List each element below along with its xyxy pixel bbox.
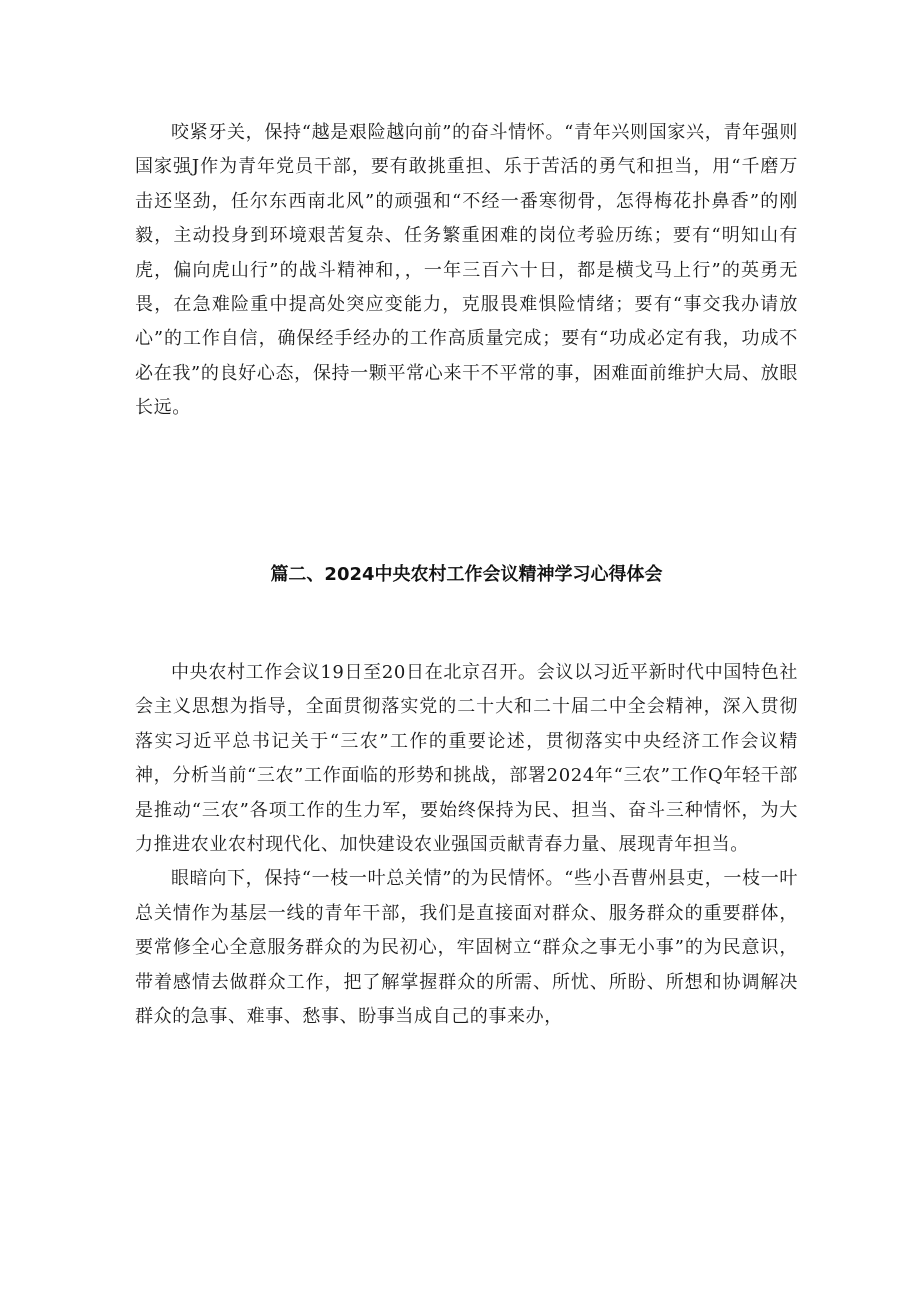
paragraph-people-sentiment: 眼暗向下，保持“一枝一叶总关情”的为民情怀。“些小吾曹州县吏，一枝一叶总关情作为基层一线的青年干部，我们是直接面对群众、服务群众的重要群体，要常修全心全意服务群众的为民初心，牢固树立“群众之事无小事”的为民意识，带着感情去做群众工作，把了解掌握群众的所需、所忧、所盼、所想和协调解决群众的急事、难事、愁事、盼事当成自己的事来办，	[135, 868, 798, 1028]
text-section-1	[135, 116, 798, 426]
text-section-2	[135, 656, 798, 1034]
section-heading: 篇二、2024中央农村工作会议精神学习心得体会	[270, 564, 663, 585]
paragraph-conference-intro: 中央农村工作会议19日至20日在北京召开。会议以习近平新时代中国特色社会主义思想为指导，全面贯彻落实党的二十大和二十届二中全会精神，深入贯彻落实习近平总书记关于“三农”工作的重要论述，贯彻落实中央经济工作会议精神，分析当前“三农”工作面临的形势和挑战，部署2024年“三农”工作Q年轻干部是推动“三农”各项工作的生力军，要始终保持为民、担当、奋斗三种情怀，为大力推进农业农村现代化、加快建设农业强国贡献青春力量、展现青年担当。	[135, 662, 798, 856]
paragraph-struggle-spirit: 咬紧牙关，保持“越是艰险越向前”的奋斗情怀。“青年兴则国家兴，青年强则国家强J作为青年党员干部，要有敢挑重担、乐于苦活的勇气和担当，用“千磨万击还坚劲，任尔东西南北风”的顽强和“不经一番寒彻骨，怎得梅花扑鼻香”的刚毅，主动投身到环境艰苦复杂、任务繁重困难的岗位考验历练；要有“明知山有虎，偏向虎山行”的战斗精神和，，一年三百六十日，都是横戈马上行”的英勇无畏，在急难险重中提高处突应变能力，克服畏难惧险情绪；要有“事交我办请放心”的工作自信，确保经手经办的工作高质量完成；要有“功成必定有我，功成不必在我”的良好心态，保持一颗平常心来干不平常的事，困难面前维护大局、放眼长远。	[135, 122, 798, 419]
